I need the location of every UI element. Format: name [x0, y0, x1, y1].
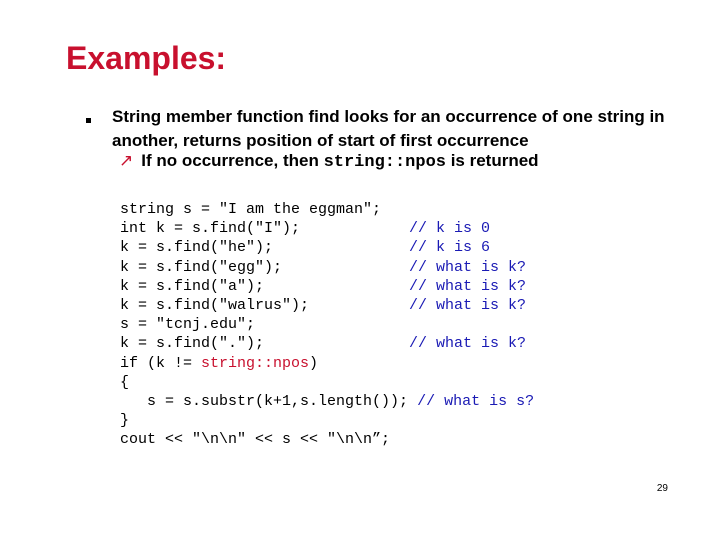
code-line [120, 277, 527, 296]
code-line [120, 392, 535, 411]
code-line [120, 430, 391, 449]
code-statement [120, 392, 534, 411]
code-comment: // what is k? [409, 258, 527, 276]
code-statement: k = s.find("walrus"); [120, 296, 310, 314]
code-if-prefix: if (k != [120, 354, 202, 372]
code-statement: k = s.find("a"); [120, 277, 265, 295]
sub-bullet-after: is returned [445, 151, 539, 170]
page-number: 29 [656, 483, 668, 494]
arrow-icon: ↗ [119, 151, 134, 170]
code-line [120, 373, 156, 392]
code-statement: k = s.find("."); [120, 335, 265, 353]
code-statement: k = s.find("he"); [120, 239, 274, 257]
slide-title: Examples: [66, 40, 227, 76]
code-line [120, 200, 382, 219]
code-statement: string s = "I am the eggman"; [120, 201, 382, 218]
code-statement: cout << "\n\n" << s << "\n\n”; [120, 431, 391, 449]
code-comment: // k is 6 [409, 239, 491, 257]
code-line [120, 315, 256, 334]
code-comment: // what is k? [409, 335, 527, 353]
code-block [120, 200, 535, 449]
sub-bullet-code: string::npos [323, 153, 446, 172]
code-line [120, 296, 527, 315]
code-line [120, 411, 156, 430]
sub-bullet-before: If no occurrence, then [141, 151, 324, 170]
code-keyword: string::npos [201, 354, 310, 372]
code-comment: // what is s? [417, 392, 535, 410]
code-statement: int k = s.find("I"); [120, 220, 301, 238]
code-statement: s = "tcnj.edu"; [120, 316, 256, 334]
code-line [120, 219, 491, 238]
sub-bullet [119, 151, 539, 172]
bullet-marker [86, 118, 91, 123]
code-line [120, 258, 527, 277]
code-statement: k = s.find("egg"); [120, 258, 283, 276]
code-comment: // k is 0 [409, 220, 491, 238]
code-substr: s = s.substr(k+1,s.length()); [120, 392, 418, 410]
bullet-text: String member function find looks for an occurrence of one string in another, returns position of start of first occurrence [112, 107, 665, 150]
code-line [120, 238, 491, 257]
code-statement: { [120, 373, 130, 391]
code-comment: // what is k? [409, 277, 527, 295]
code-statement [120, 354, 318, 373]
code-line [120, 354, 319, 373]
code-line [120, 334, 527, 353]
code-if-suffix: ) [309, 354, 319, 372]
code-statement: } [120, 412, 130, 430]
code-comment: // what is k? [409, 296, 527, 314]
